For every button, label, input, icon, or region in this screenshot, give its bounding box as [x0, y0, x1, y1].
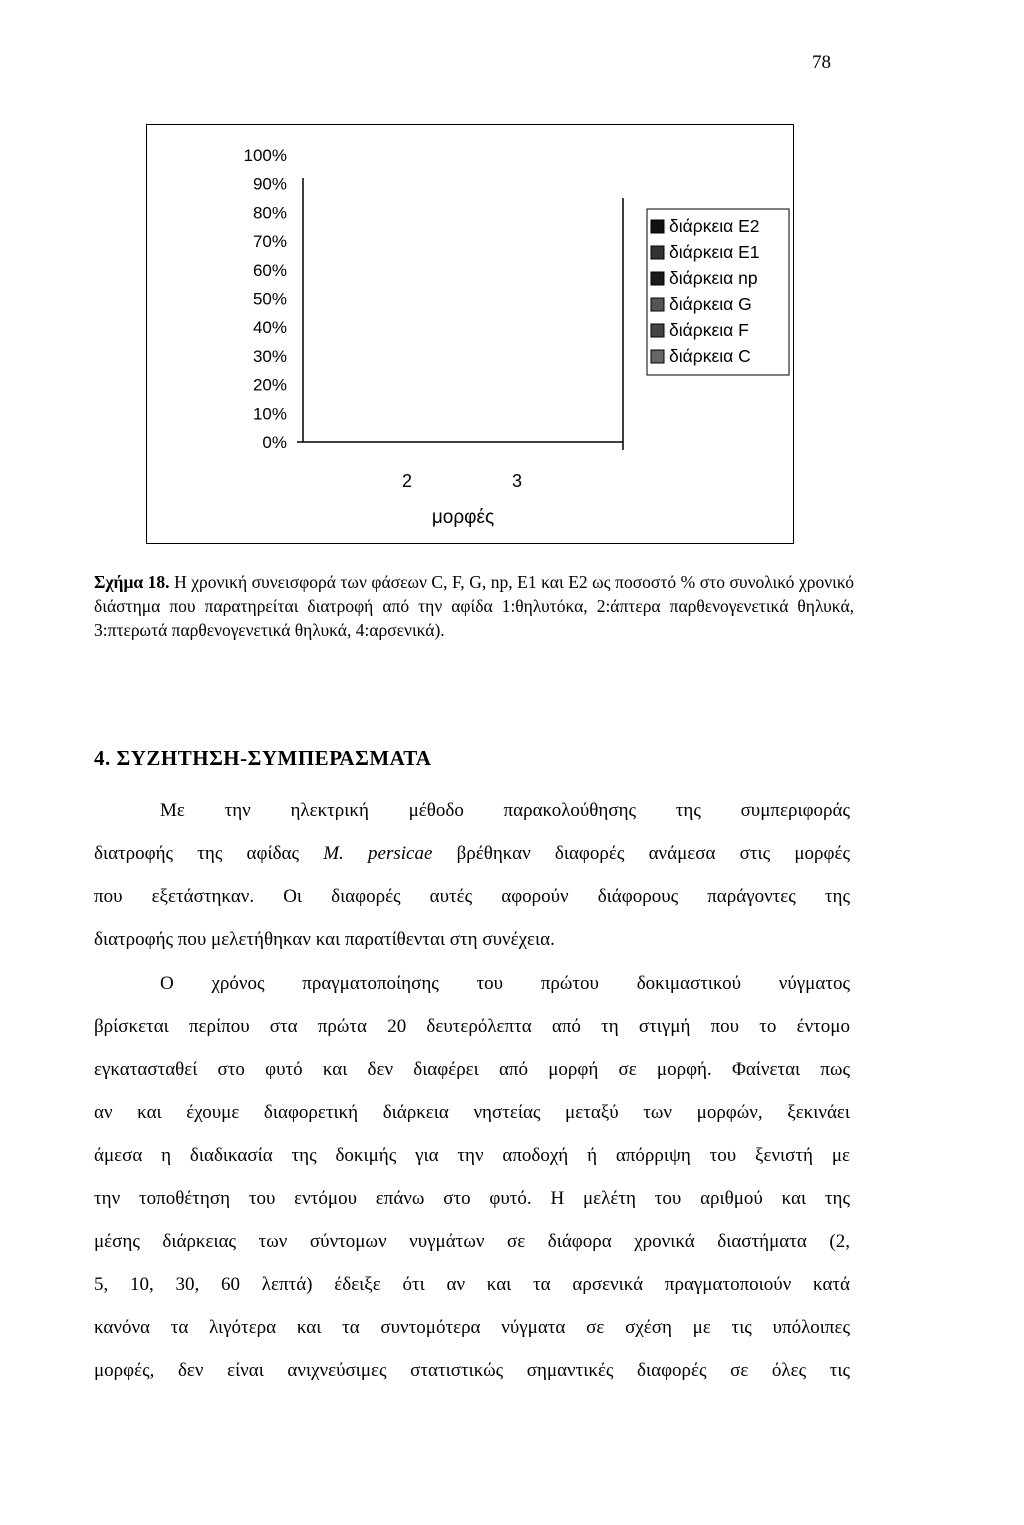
figure-chart	[146, 124, 794, 544]
paragraph-line: που εξετάστηκαν. Οι διαφορές αυτές αφορούν διάφορους παράγοντες της	[94, 886, 850, 907]
stacked-bar-chart	[147, 125, 795, 545]
caption-text: Η χρονική συνεισφορά των φάσεων C, F, G, np, E1 και E2 ως ποσοστό % στο συνολικό χρονικό διάστημα που παρατηρείται διατροφή από την αφίδα 1:θηλυτόκα, 2:άπτερα παρθενογενετικά θηλυκά, 3:πτερωτά παρθενογενετικά θηλυκά, 4:αρσενικά).	[94, 572, 854, 640]
figure-caption	[94, 570, 854, 642]
paragraph-line: αν και έχουμε διαφορετική διάρκεια νηστείας μεταξύ των μορφών, ξεκινάει	[94, 1102, 850, 1123]
legend-swatch	[651, 324, 664, 337]
y-tick-label: 70%	[252, 232, 287, 252]
paragraph-line: μέσης διάρκειας των σύντομων νυγμάτων σε διάφορα χρονικά διαστήματα (2,	[94, 1231, 850, 1252]
legend-swatch	[651, 220, 664, 233]
y-tick-label: 20%	[252, 375, 287, 395]
x-category-label: 3	[511, 471, 523, 491]
y-tick-label: 100%	[243, 146, 287, 165]
paragraph-line: βρίσκεται περίπου στα πρώτα 20 δευτερόλεπτα από τη στιγμή που το έντομο	[94, 1016, 850, 1037]
x-axis-title: μορφές	[431, 507, 495, 528]
paragraph-line: κανόνα τα λιγότερα και τα συντομότερα νύγματα σε σχέση με τις υπόλοιπες	[94, 1317, 850, 1338]
y-tick-label: 10%	[252, 404, 287, 424]
legend-label: διάρκεια E1	[669, 242, 760, 262]
legend-swatch	[651, 246, 664, 259]
y-tick-label: 90%	[252, 174, 287, 194]
legend-swatch	[651, 350, 664, 363]
page-number: 78	[812, 52, 831, 73]
paragraph-line: την τοποθέτηση του εντόμου επάνω στο φυτό. Η μελέτη του αριθμού και της	[94, 1188, 850, 1209]
paragraph-line: εγκατασταθεί στο φυτό και δεν διαφέρει από μορφή σε μορφή. Φαίνεται πως	[94, 1059, 850, 1080]
paragraph-line: μορφές, δεν είναι ανιχνεύσιμες στατιστικώς σημαντικές διαφορές σε όλες τις	[94, 1360, 850, 1381]
paragraph-line: Ο χρόνος πραγματοποίησης του πρώτου δοκιμαστικού νύγματος	[160, 973, 850, 994]
y-tick-label: 0%	[262, 433, 287, 452]
legend-label: διάρκεια C	[669, 346, 751, 366]
legend-label: διάρκεια F	[669, 320, 749, 340]
paragraph-line	[94, 843, 850, 865]
legend-label: διάρκεια E2	[669, 216, 760, 236]
legend-label: διάρκεια np	[669, 268, 758, 288]
species-name: M. persicae	[323, 843, 433, 864]
paragraph-line: διατροφής που μελετήθηκαν και παρατίθενται στη συνέχεια.	[94, 929, 555, 950]
legend-swatch	[651, 272, 664, 285]
paragraph-line: 5, 10, 30, 60 λεπτά) έδειξε ότι αν και τα αρσενικά πραγματοποιούν κατά	[94, 1274, 850, 1295]
paragraph-line: άμεσα η διαδικασία της δοκιμής για την αποδοχή ή απόρριψη του ξενιστή με	[94, 1145, 850, 1166]
caption-label: Σχήμα 18.	[94, 572, 170, 592]
y-tick-label: 50%	[252, 289, 287, 309]
y-tick-label: 60%	[252, 260, 287, 280]
x-category-label: 2	[401, 471, 413, 491]
text-run: βρέθηκαν διαφορές ανάμεσα στις μορφές	[432, 843, 850, 864]
text-run: διατροφής της αφίδας	[94, 843, 324, 864]
section-heading: 4. ΣΥΖΗΤΗΣΗ-ΣΥΜΠΕΡΑΣΜΑΤΑ	[94, 746, 432, 770]
y-tick-label: 40%	[252, 318, 287, 338]
y-tick-label: 30%	[252, 346, 287, 366]
legend-swatch	[651, 298, 664, 311]
y-tick-label: 80%	[252, 203, 287, 223]
legend-label: διάρκεια G	[669, 294, 752, 314]
paragraph-line: Με την ηλεκτρική μέθοδο παρακολούθησης της συμπεριφοράς	[160, 800, 850, 821]
